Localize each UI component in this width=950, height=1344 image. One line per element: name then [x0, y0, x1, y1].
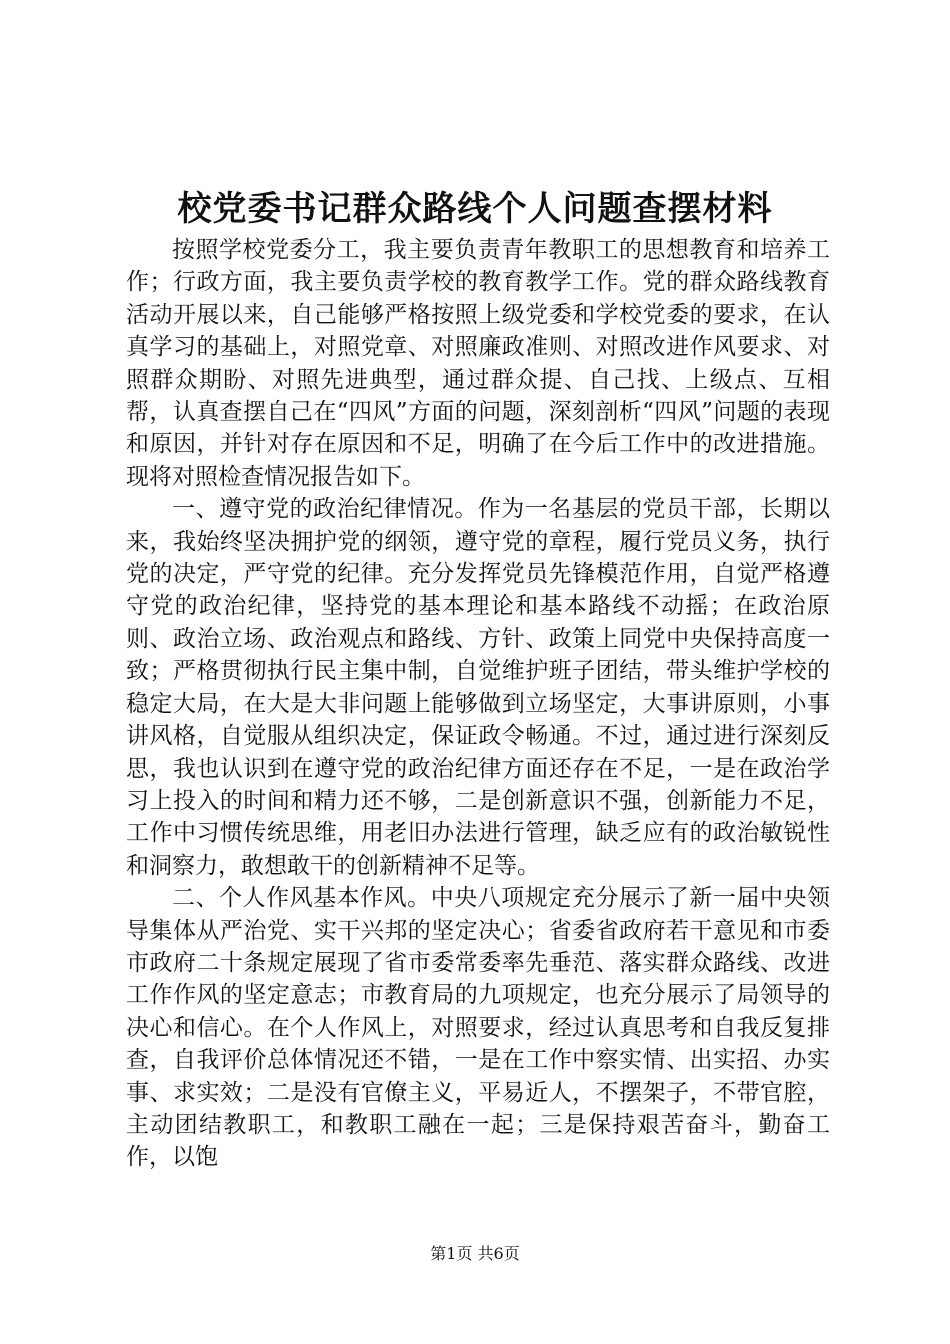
paragraph-personal-style: 二、个人作风基本作风。中央八项规定充分展示了新一届中央领导集体从严治党、实干兴邦的坚定决心；省委省政府若干意见和市委市政府二十条规定展现了省市委常委率先垂范、落实群众路线、改进工作作风的坚定意志；市教育局的九项规定，也充分展示了局领导的决心和信心。在个人作风上，对照要求，经过认真思考和自我反复排查，自我评价总体情况还不错，一是在工作中察实情、出实招、办实事、求实效；二是没有官僚主义，平易近人，不摆架子，不带官腔，主动团结教职工，和教职工融在一起；三是保持艰苦奋斗，勤奋工作，以饱	[126, 885, 830, 1171]
page-footer: 第1页 共6页	[430, 1244, 520, 1263]
page-title: 校党委书记群众路线个人问题查摆材料	[177, 189, 773, 229]
document-body	[126, 234, 830, 1174]
paragraph-intro: 按照学校党委分工，我主要负责青年教职工的思想教育和培养工作；行政方面，我主要负责学校的教育教学工作。党的群众路线教育活动开展以来，自己能够严格按照上级党委和学校党委的要求，在认真学习的基础上，对照党章、对照廉政准则、对照改进作风要求、对照群众期盼、对照先进典型，通过群众提、自己找、上级点、互相帮，认真查摆自己在“四风”方面的问题，深刻剖析“四风”问题的表现和原因，并针对存在原因和不足，明确了在今后工作中的改进措施。现将对照检查情况报告如下。	[126, 237, 830, 490]
paragraph-political-discipline: 一、遵守党的政治纪律情况。作为一名基层的党员干部，长期以来，我始终坚决拥护党的纲领，遵守党的章程，履行党员义务，执行党的决定，严守党的纪律。充分发挥党员先锋模范作用，自觉严格遵守党的政治纪律，坚持党的基本理论和基本路线不动摇；在政治原则、政治立场、政治观点和路线、方针、政策上同党中央保持高度一致；严格贯彻执行民主集中制，自觉维护班子团结，带头维护学校的稳定大局，在大是大非问题上能够做到立场坚定，大事讲原则，小事讲风格，自觉服从组织决定，保证政令畅通。不过，通过进行深刻反思，我也认识到在遵守党的政治纪律方面还存在不足，一是在政治学习上投入的时间和精力还不够，二是创新意识不强，创新能力不足，工作中习惯传统思维，用老旧办法进行管理，缺乏应有的政治敏锐性和洞察力，敢想敢干的创新精神不足等。	[126, 496, 830, 879]
